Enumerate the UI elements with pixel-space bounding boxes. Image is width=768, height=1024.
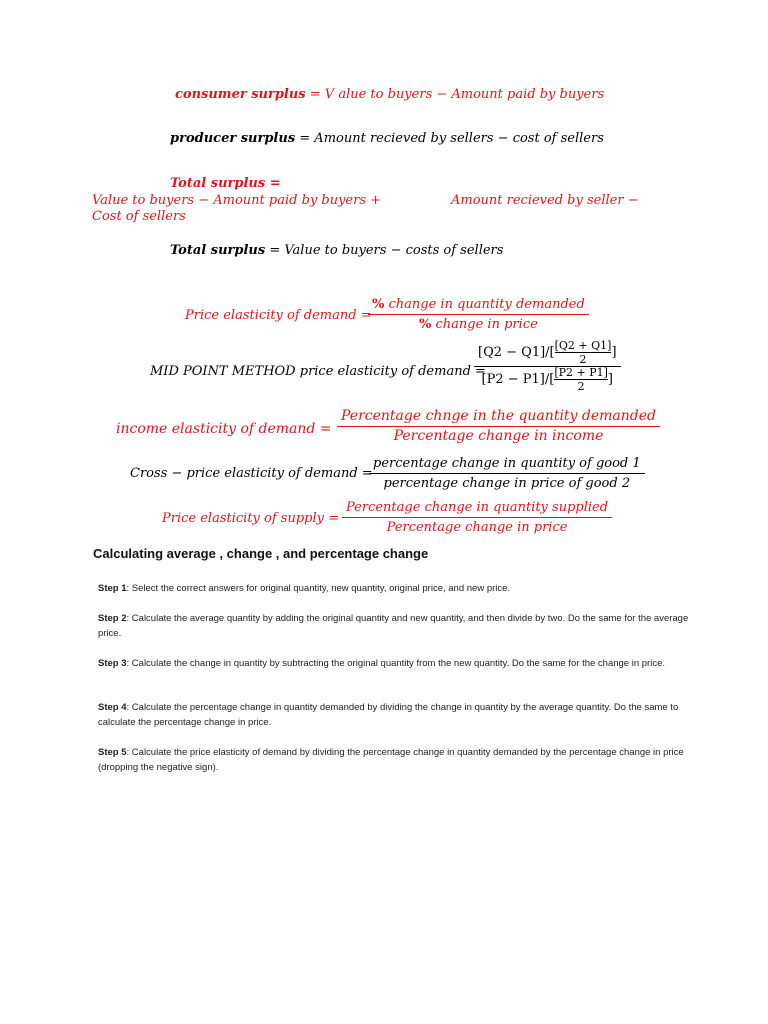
- midpoint-numerator-avg-bottom: 2: [579, 353, 587, 366]
- ped-denominator-percent: %: [419, 317, 432, 332]
- pes-denominator: Percentage change in price: [386, 520, 568, 535]
- ped-fraction: [368, 297, 589, 332]
- midpoint-denominator-end: ]: [607, 372, 613, 387]
- step-2-text: : Calculate the average quantity by adding the original quantity and new quantity, and then divide by two. Do the same for the average price.: [98, 613, 689, 639]
- income-elasticity-numerator: Percentage chnge in the quantity demanded: [341, 408, 656, 424]
- total-surplus-simplified-definition: = Value to buyers − costs of sellers: [269, 243, 504, 258]
- ped-numerator: change in quantity demanded: [384, 297, 585, 312]
- midpoint-fraction: [474, 339, 621, 393]
- producer-surplus-term: producer surplus: [170, 131, 296, 146]
- pes-fraction: [342, 500, 612, 535]
- step-3: [98, 656, 714, 671]
- step-1-label: Step 1: [98, 583, 127, 594]
- income-elasticity-fraction: [337, 409, 660, 444]
- section-heading: Calculating average , change , and percentage change: [93, 546, 429, 561]
- income-elasticity-denominator: Percentage change in income: [393, 428, 604, 444]
- total-surplus-definition-part1: Value to buyers − Amount paid by buyers +: [92, 193, 382, 208]
- step-5-label: Step 5: [98, 747, 127, 758]
- pes-lhs: Price elasticity of supply =: [162, 511, 340, 526]
- step-4-text: : Calculate the percentage change in quantity demanded by dividing the change in quantity by the average quantity. Do the same to calculate the percentage change in price.: [98, 702, 679, 728]
- total-surplus-definition-part2: Amount recieved by seller −: [451, 193, 639, 208]
- total-surplus-term: Total surplus =: [170, 176, 281, 191]
- step-3-label: Step 3: [98, 658, 127, 669]
- step-1: [98, 581, 714, 596]
- midpoint-numerator-avg-top: [Q2 + Q1]: [554, 339, 612, 352]
- consumer-surplus-equation: [175, 87, 604, 102]
- producer-surplus-definition: = Amount recieved by sellers − cost of sellers: [299, 131, 604, 146]
- ped-denominator: change in price: [431, 317, 538, 332]
- cross-price-lhs: Cross − price elasticity of demand =: [130, 466, 373, 481]
- midpoint-denominator-avg-bottom: 2: [577, 380, 585, 393]
- step-3-text: : Calculate the change in quantity by subtracting the original quantity from the new quantity. Do the same for the change in price.: [126, 658, 665, 669]
- consumer-surplus-term: consumer surplus: [175, 87, 306, 102]
- step-1-text: : Select the correct answers for original quantity, new quantity, original price, and new price.: [126, 583, 511, 594]
- step-4-label: Step 4: [98, 702, 127, 713]
- total-surplus-simplified-equation: [170, 243, 503, 258]
- ped-numerator-percent: %: [372, 297, 385, 312]
- total-surplus-simplified-term: Total surplus: [170, 243, 266, 258]
- cross-price-denominator: percentage change in price of good 2: [383, 476, 631, 491]
- cross-price-fraction: [369, 456, 645, 491]
- step-4: [98, 700, 714, 730]
- step-5: [98, 745, 714, 775]
- midpoint-numerator-start: [Q2 − Q1]/[: [478, 345, 555, 360]
- producer-surplus-equation: [170, 131, 604, 146]
- midpoint-denominator-start: [P2 − P1]/[: [481, 372, 555, 387]
- midpoint-lhs: MID POINT METHOD price elasticity of demand =: [150, 364, 486, 379]
- midpoint-denominator-avg-top: [P2 + P1]: [554, 366, 608, 379]
- pes-numerator: Percentage change in quantity supplied: [346, 500, 609, 515]
- step-5-text: : Calculate the price elasticity of demand by dividing the percentage change in quantity demanded by the percentage change in price (dropping the negative sign).: [98, 747, 684, 773]
- ped-lhs: Price elasticity of demand =: [185, 308, 372, 323]
- cross-price-numerator: percentage change in quantity of good 1: [373, 456, 641, 471]
- step-2: [98, 611, 714, 641]
- income-elasticity-lhs: income elasticity of demand =: [116, 421, 332, 437]
- midpoint-numerator-end: ]: [611, 345, 617, 360]
- consumer-surplus-definition: = V alue to buyers − Amount paid by buyers: [309, 87, 605, 102]
- total-surplus-definition-part3: Cost of sellers: [92, 209, 186, 224]
- step-2-label: Step 2: [98, 613, 127, 624]
